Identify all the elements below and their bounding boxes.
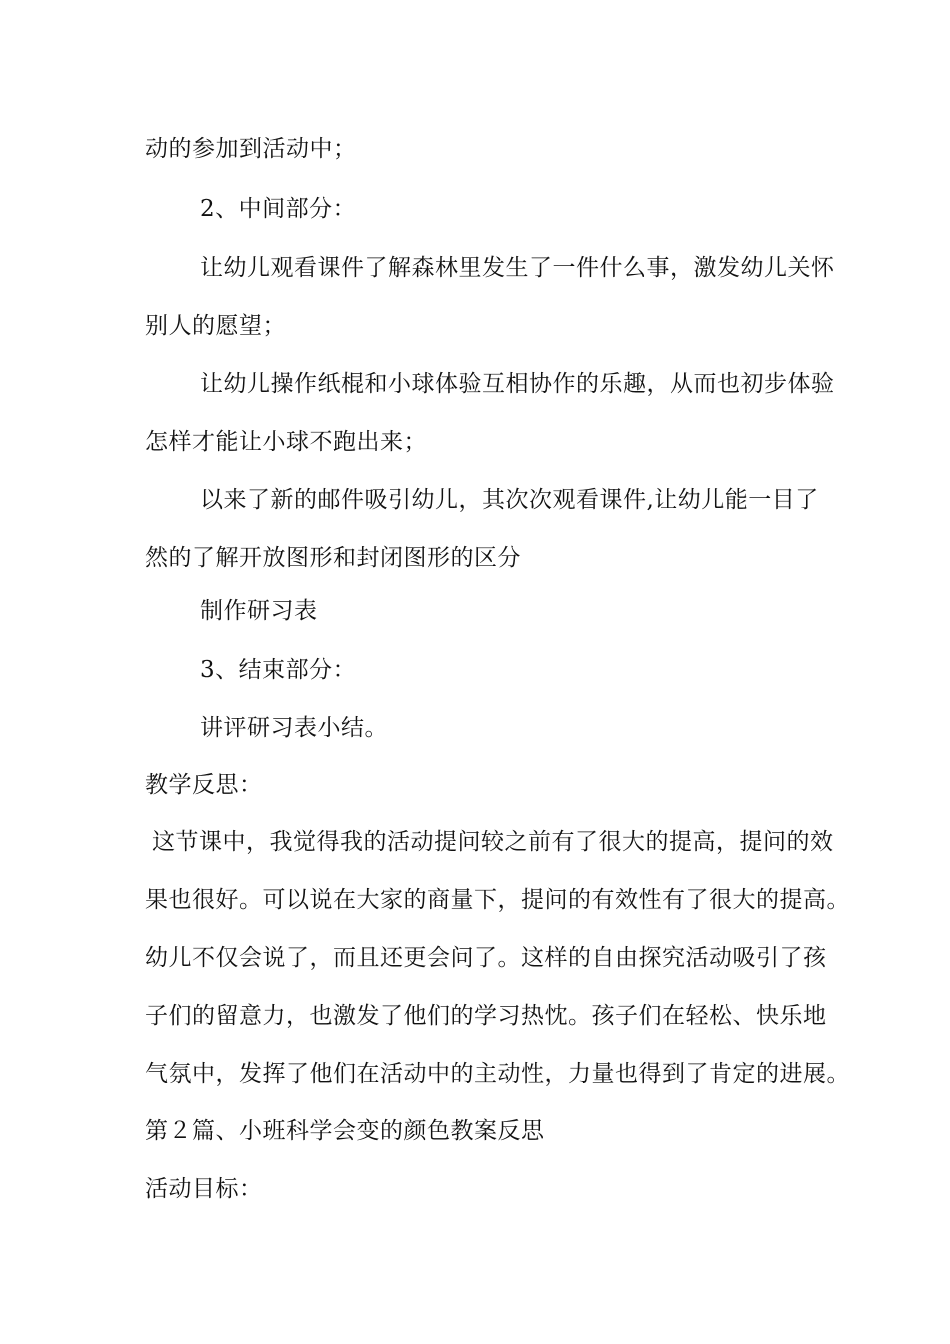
paragraph-line: 让幼儿操作纸棍和小球体验互相协作的乐趣，从而也初步体验 (200, 371, 835, 397)
paragraph-line: 气氛中，发挥了他们在活动中的主动性，力量也得到了肯定的进展。 (145, 1061, 850, 1087)
paragraph-line: 别人的愿望； (145, 313, 286, 339)
section-heading: 教学反思： (145, 772, 263, 798)
paragraph-line: 让幼儿观看课件了解森林里发生了一件什么事，激发幼儿关怀 (200, 255, 835, 281)
section-heading: 3、结束部分： (200, 657, 357, 683)
paragraph-line: 怎样才能让小球不跑出来； (145, 429, 427, 455)
paragraph-line: 以来了新的邮件吸引幼儿，其次次观看课件,让幼儿能一目了 (200, 487, 819, 513)
section-heading: 2、中间部分： (200, 196, 357, 222)
paragraph-line: 果也很好。可以说在大家的商量下，提问的有效性有了很大的提高。 (145, 887, 850, 913)
section-heading: 活动目标： (145, 1176, 263, 1202)
paragraph-line: 这节课中，我觉得我的活动提问较之前有了很大的提高，提问的效 (152, 829, 834, 855)
paragraph-line: 子们的留意力，也激发了他们的学习热忱。孩子们在轻松、快乐地 (145, 1003, 827, 1029)
paragraph-line: 制作研习表 (200, 598, 318, 624)
paragraph-line: 然的了解开放图形和封闭图形的区分 (145, 545, 521, 571)
paragraph-line: 讲评研习表小结。 (200, 715, 388, 741)
paragraph-line: 动的参加到活动中； (145, 136, 357, 162)
article-title: 第２篇、小班科学会变的颜色教案反思 (145, 1118, 545, 1144)
paragraph-line: 幼儿不仅会说了，而且还更会问了。这样的自由探究活动吸引了孩 (145, 945, 827, 971)
